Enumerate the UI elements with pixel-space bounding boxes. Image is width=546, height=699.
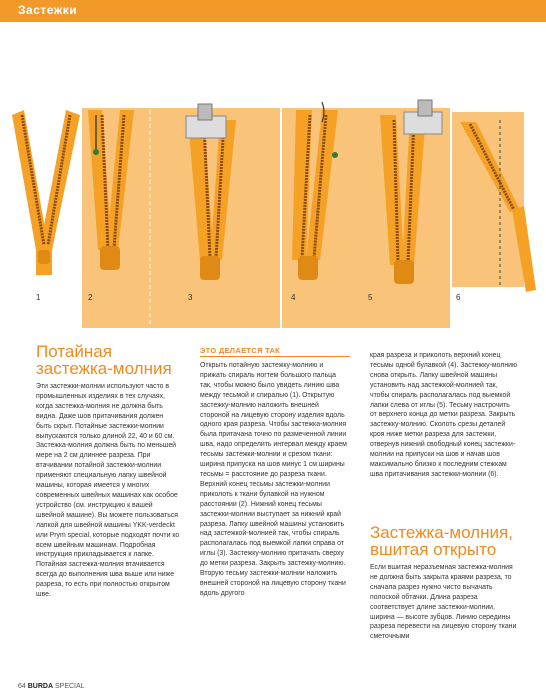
paragraph: Эти застежки-молнии используют часто в промышленных изделиях в тех случаях, когда застежка-молния не должна быть видна. Даже шов притачивания должен быть скрыт. Потайные застежки-молнии выпускаются только длиной 22, 40 и 60 см. Застежка-молния должна быть по меньшей мере на 2 см длиннее разреза. При втачивании потайной застежки-молнии применяют специальную лапку швейной машины, которая имеется у многих современных швейных машинах как особое устройство (см. инструкцию к вашей швейной машине). Вы можете пользоваться лапкой для швейной машины YKK-verdeckt или Prym special, которые подходят почти ко всем швейным машинам. Подробная инструкция прикладывается к лапке. Потайная застежка-молния втачивается всегда до выполнения шва выше или ниже разреза, то есть при полностью открытом шве. [36,383,180,599]
step-number: 1 [36,293,41,302]
illustration-step-5 [370,100,450,328]
column-2-text [200,361,348,599]
section-tag: Застежки [18,3,78,17]
column-1-text [36,382,180,600]
step-number: 4 [291,293,296,302]
zipper-step-illustrations [0,60,546,330]
section-title-hidden-zipper-l2: застежка-молния [36,359,172,378]
section-title-open-zipper-l1: Застежка-молния, [370,523,513,542]
column-3-text [370,351,518,480]
column-3-text-continued [370,563,518,642]
step-number: 2 [88,293,93,302]
step-number: 6 [456,293,461,302]
illustration-step-3 [180,104,280,328]
paragraph: Открыть потайную застежку-молнию и прижать спираль ногтем большого пальца так, чтобы можно было увидеть линию шва между тесьмой и спиралью (1). Открытую застежку-молнию наложить внешней стороной на лицевую сторону изделия вдоль одного края разреза. Чтобы застежка-молния была притачана точно по размеченной линии шва, надо определить интервал между краем тесьмы застежки-молнии и срезом ткани: ширина припуска на шов минус 1 см ширины тесьмы = расстояние до разреза ткани. Верхний конец тесьмы застежки-молнии приколоть к ткани булавкой на нужном расстоянии (2). Нижний конец тесьмы застежки-молнии выступает за нижний край разреза. Лапку швейной машины установить над застежкой-молнией так, чтобы спираль располагалась под выемкой лапки справа от иглы (3). Застежку-молнию притачать сверху до метки разреза. Закрыть застежку-молнию. Вторую тесьму застежки-молнии наложить внешней стороной на лицевую сторону ткани вдоль другого [200,362,347,597]
subhead-how-to: ЭТО ДЕЛАЕТСЯ ТАК [200,346,281,355]
illustration-step-1 [12,110,80,275]
paragraph: края разреза и приколоть верхний конец тесьмы одной булавкой (4). Застежку-молнию снова открыть. Лапку швейной машины установить над застежкой-молнией так, чтобы спираль располагалась под выемкой лапки слева от иглы (5). Тесьму настрочить от верхнего конца до метки разреза. Закрыть застежку-молнию. Сколоть срезы деталей кроя ниже метки разреза для застежки, отвернув нижний свободный конец застежки-молнии на припуски на шов и начав шов максимально близко к последним стежкам шва притачивания застежки-молнии (6). [370,352,518,478]
magazine-edition: SPECIAL [54,683,85,690]
step-number: 3 [188,293,193,302]
illustration-step-2 [82,108,180,328]
section-header-band [0,0,546,22]
illustration-step-6 [452,112,536,292]
step-number: 5 [368,293,373,302]
section-title-hidden-zipper-l1: Потайная [36,342,112,361]
page-footer [18,683,85,690]
page-number: 64 [18,683,26,690]
paragraph: Если вшитая неразъемная застежка-молния не должна быть закрыта краями разреза, то сначала разрез нужно чисто вычачать полоской обтачки. Длина разреза соответствует длине застежки-молнии, ширина — высоте зубцов. Линию середины разреза перевести на лицевую сторону ткани сметочными [370,564,517,641]
magazine-brand: BURDA [27,683,54,690]
section-title-open-zipper-l2: вшитая открыто [370,540,497,559]
subhead-rule [200,356,350,357]
